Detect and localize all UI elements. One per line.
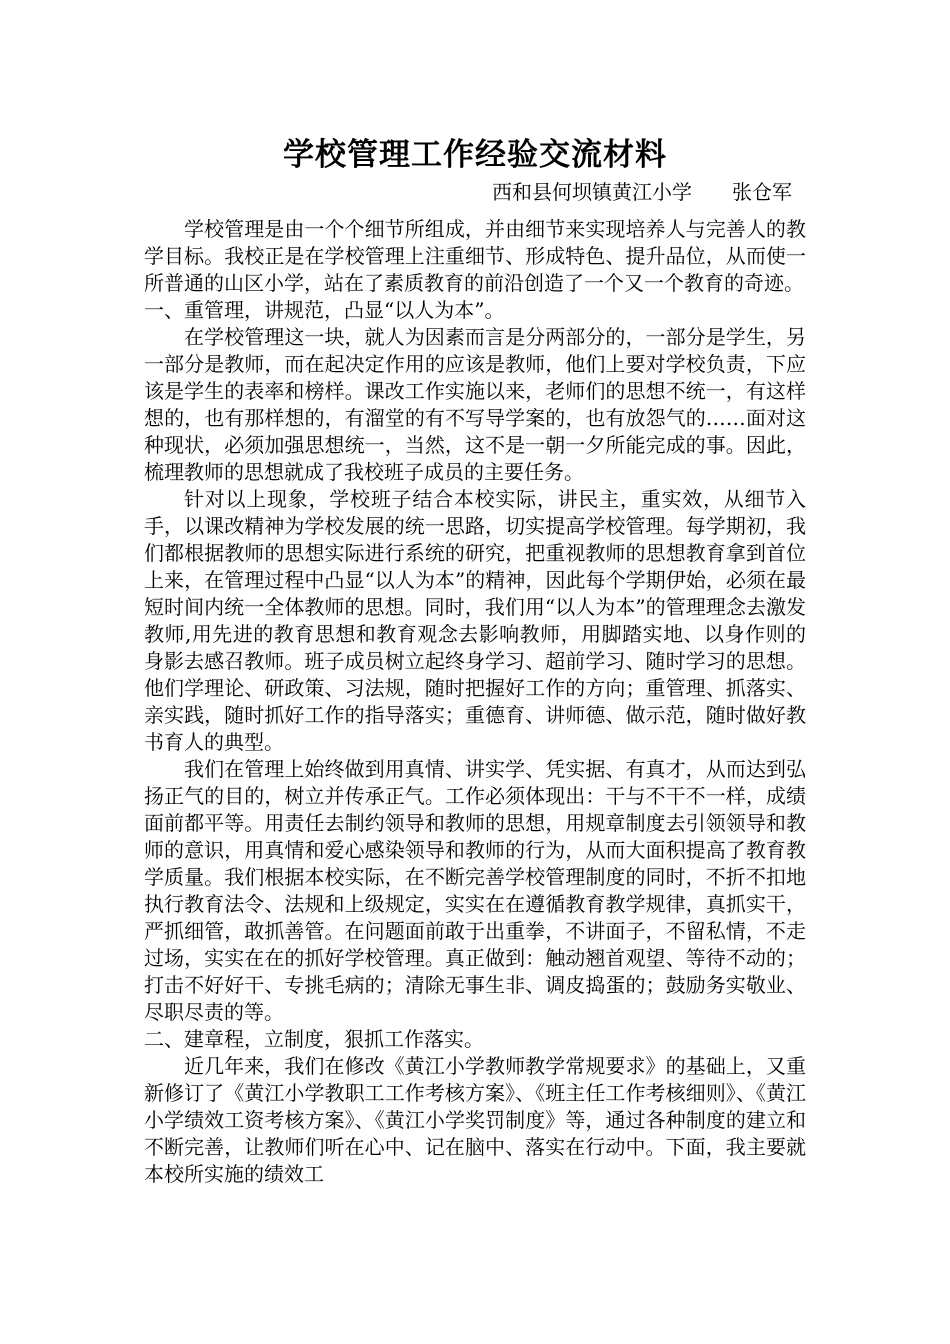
document-title: 学校管理工作经验交流材料 (283, 137, 667, 173)
section-heading-1: 一、重管理，讲规范，凸显“以人为本”。 (144, 298, 505, 322)
section-heading-2: 二、建章程，立制度，狠抓工作落实。 (144, 1027, 484, 1051)
paragraph-practice: 我们在管理上始终做到用真情、讲实学、凭实据、有真才，从而达到弘扬正气的目的，树立并传承正气。工作必须体现出：干与不干不一样，成绩面前都平等。用责任去制约领导和教师的思想，用规章制度去引领领导和教师的意识，用真情和爱心感染领导和教师的行为，从而大面积提高了教育教学质量。我们根据本校实际，在不断完善学校管理制度的同时，不折不扣地执行教育法令、法规和上级规定，实实在在遵循教育教学规律，真抓实干，严抓细管，敢抓善管。在问题面前敢于出重拳，不讲面子，不留私情，不走过场，实实在在的抓好学校管理。真正做到：触动翘首观望、等待不动的；打击不好好干、专挑毛病的；清除无事生非、调皮捣蛋的；鼓励务实敬业、尽职尽责的等。 (144, 757, 806, 1024)
paragraph-leadership: 针对以上现象，学校班子结合本校实际，讲民主，重实效，从细节入手，以课改精神为学校发展的统一思路，切实提高学校管理。每学期初，我们都根据教师的思想实际进行系统的研究，把重视教师的思想教育拿到首位上来，在管理过程中凸显“以人为本”的精神，因此每个学期伊始，必须在最短时间内统一全体教师的思想。同时，我们用“以人为本”的管理理念去激发教师,用先进的教育思想和教育观念去影响教师，用脚踏实地、以身作则的身影去感召教师。班子成员树立起终身学习、超前学习、随时学习的思想。他们学理论、研政策、习法规，随时把握好工作的方向；重管理、抓落实、亲实践，随时抓好工作的指导落实；重德育、讲师德、做示范，随时做好教书育人的典型。 (144, 487, 806, 754)
document-body (144, 216, 806, 1188)
paragraph-regulations: 近几年来，我们在修改《黄江小学教师教学常规要求》的基础上，又重新修订了《黄江小学教职工工作考核方案》、《班主任工作考核细则》、《黄江小学绩效工资考核方案》、《黄江小学奖罚制度》等，通过各种制度的建立和不断完善，让教师们听在心中、记在脑中、落实在行动中。下面，我主要就本校所实施的绩效工 (144, 1054, 806, 1186)
paragraph-management: 在学校管理这一块，就人为因素而言是分两部分的，一部分是学生，另一部分是教师，而在起决定作用的应该是教师，他们上要对学校负责，下应该是学生的表率和榜样。课改工作实施以来，老师们的思想不统一，有这样想的，也有那样想的，有溜堂的有不写导学案的，也有放怨气的……面对这种现状，必须加强思想统一，当然，这不是一朝一夕所能完成的事。因此，梳理教师的思想就成了我校班子成员的主要任务。 (144, 325, 806, 484)
paragraph-intro: 学校管理是由一个个细节所组成，并由细节来实现培养人与完善人的教学目标。我校正是在学校管理上注重细节、形成特色、提升品位，从而使一所普通的山区小学，站在了素质教育的前沿创造了一个又一个教育的奇迹。 (144, 217, 806, 295)
author-byline: 西和县何坝镇黄江小学 张仓军 (492, 180, 792, 204)
